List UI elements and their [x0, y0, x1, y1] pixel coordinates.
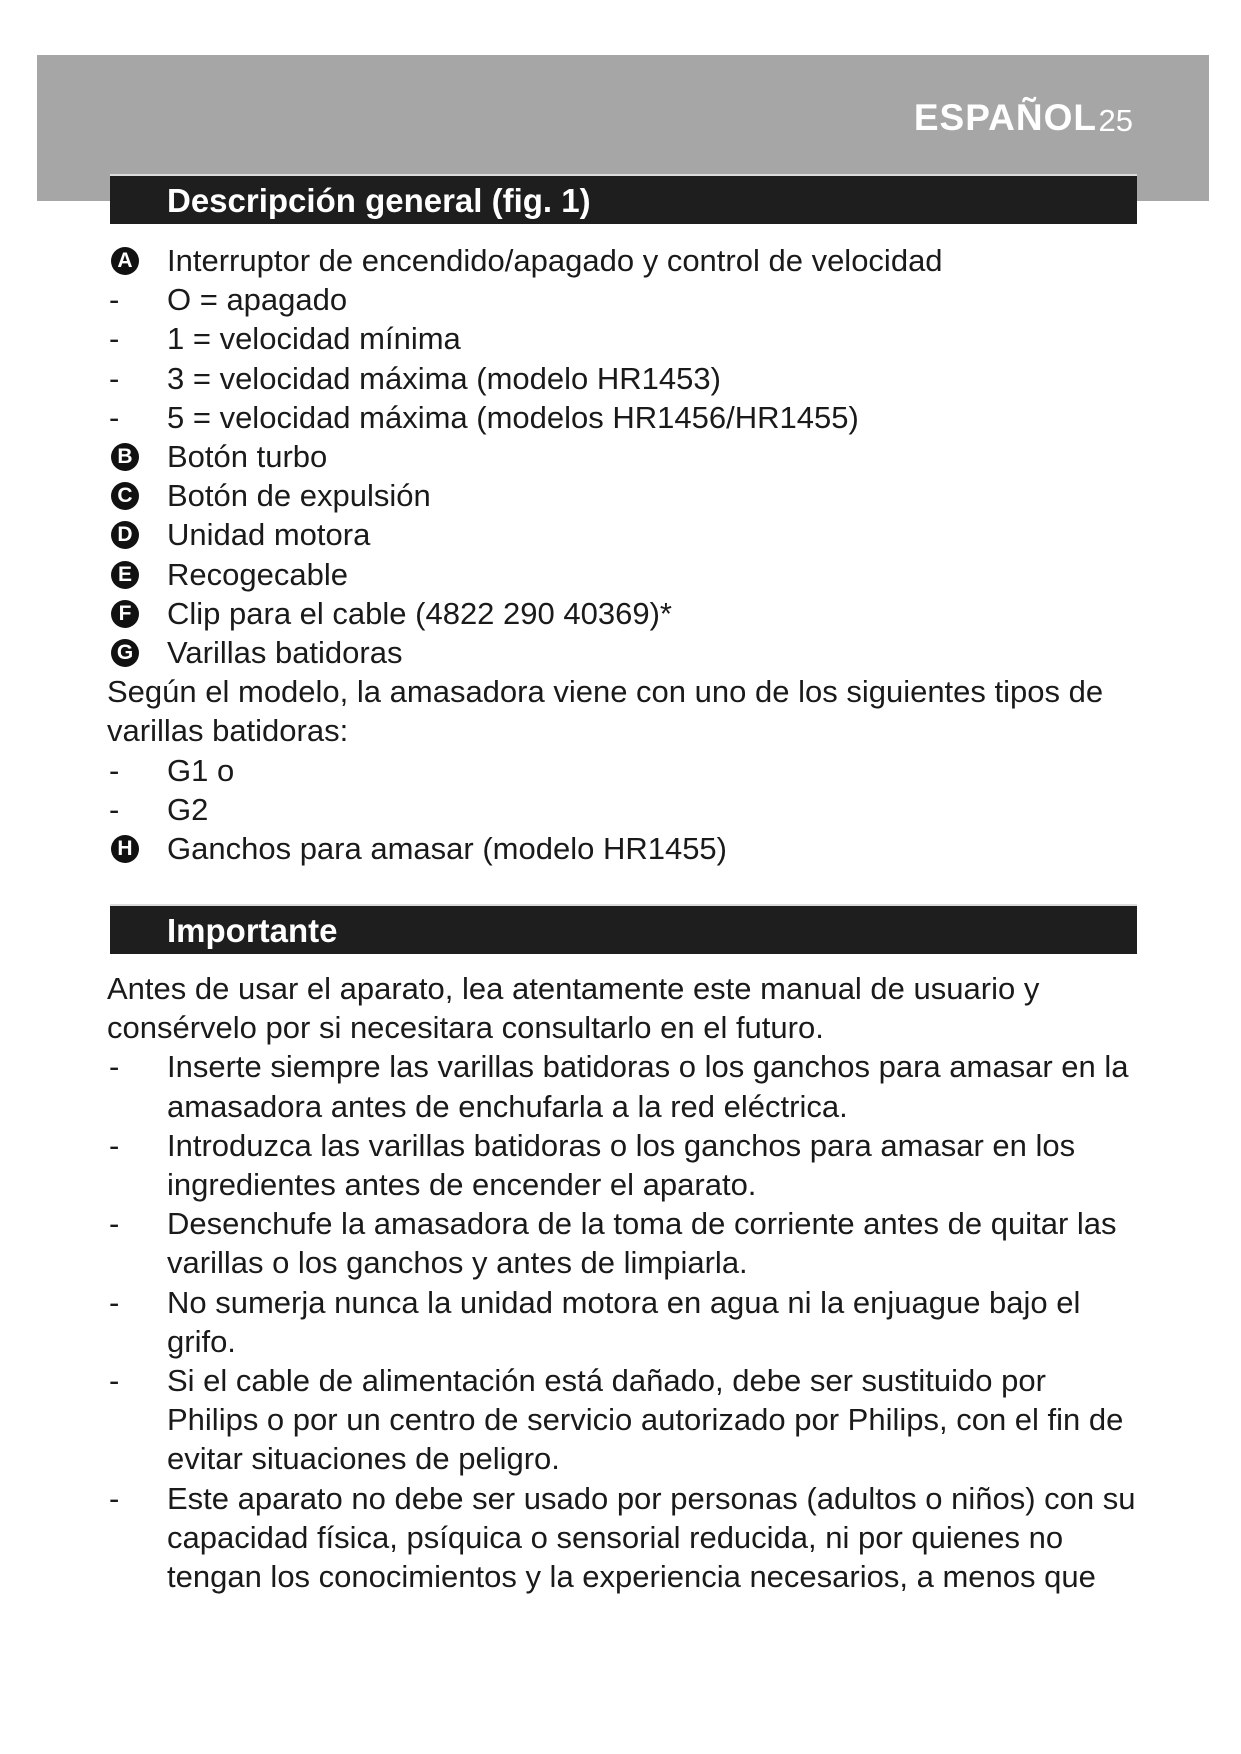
- dash-marker: -: [109, 791, 120, 827]
- overview-list: [107, 241, 1137, 868]
- dash-marker: -: [109, 399, 120, 435]
- list-item: [107, 1479, 1137, 1597]
- item-text: Inserte siempre las varillas batidoras o los ganchos para amasar en la amasadora antes de enchufarla a la red eléctrica.: [167, 1049, 1129, 1124]
- item-text: Unidad motora: [167, 517, 371, 553]
- list-item: [107, 1204, 1137, 1282]
- list-item: [107, 633, 1137, 672]
- item-text: G1 o: [167, 752, 235, 788]
- marker-h-icon: H: [111, 835, 139, 863]
- section-header-overview: [110, 174, 1137, 224]
- dash-marker: -: [109, 752, 120, 788]
- dash-marker: -: [109, 282, 120, 318]
- marker-f-icon: F: [111, 600, 139, 628]
- marker-a-icon: A: [111, 247, 139, 275]
- marker-g-icon: G: [111, 639, 139, 667]
- marker-e-icon: E: [111, 561, 139, 589]
- item-text: Botón de expulsión: [167, 478, 431, 514]
- list-item: [107, 476, 1137, 515]
- item-text: Ganchos para amasar (modelo HR1455): [167, 831, 727, 867]
- section-header-important: [110, 904, 1137, 954]
- list-item: [107, 515, 1137, 554]
- item-text: Recogecable: [167, 556, 348, 592]
- item-text: 5 = velocidad máxima (modelos HR1456/HR1455): [167, 399, 859, 435]
- list-item: [107, 594, 1137, 633]
- dash-marker: -: [109, 1284, 120, 1320]
- list-item: [107, 437, 1137, 476]
- list-item: [107, 241, 1137, 280]
- section-title: Importante: [167, 912, 338, 949]
- list-item: [107, 319, 1137, 358]
- dash-marker: -: [109, 321, 120, 357]
- dash-marker: -: [109, 1363, 120, 1399]
- list-item: [107, 280, 1137, 319]
- item-text: Desenchufe la amasadora de la toma de corriente antes de quitar las varillas o los ganchos y antes de limpiarla.: [167, 1206, 1117, 1281]
- dash-marker: -: [109, 1480, 120, 1516]
- language-label: ESPAÑOL: [913, 97, 1097, 138]
- item-text: 1 = velocidad mínima: [167, 321, 461, 357]
- model-note: Según el modelo, la amasadora viene con uno de los siguientes tipos de varillas batidoras:: [107, 674, 1104, 749]
- dash-marker: -: [109, 1127, 120, 1163]
- item-text: No sumerja nunca la unidad motora en agua ni la enjuague bajo el grifo.: [167, 1284, 1081, 1359]
- list-item: [107, 829, 1137, 868]
- item-text: G2: [167, 791, 209, 827]
- item-text: Si el cable de alimentación está dañado, debe ser sustituido por Philips o por un centro de servicio autorizado por Philips, con el fin de evitar situaciones de peligro.: [167, 1363, 1124, 1477]
- section-title: Descripción general (fig. 1): [167, 182, 591, 219]
- item-text: Varillas batidoras: [167, 635, 403, 671]
- item-text: Este aparato no debe ser usado por personas (adultos o niños) con su capacidad física, psíquica o sensorial reducida, ni por quienes no tengan los conocimientos y la experiencia necesarios, a menos que: [167, 1480, 1136, 1595]
- list-item: [107, 1047, 1137, 1125]
- item-text: Interruptor de encendido/apagado y control de velocidad: [167, 243, 943, 278]
- list-item: [107, 751, 1137, 790]
- list-item: [107, 1126, 1137, 1204]
- important-list: [107, 969, 1137, 1596]
- item-text: Introduzca las varillas batidoras o los ganchos para amasar en los ingredientes antes de encender el aparato.: [167, 1127, 1076, 1203]
- list-item: [107, 555, 1137, 594]
- dash-marker: -: [109, 1049, 120, 1085]
- list-item: [107, 1283, 1137, 1361]
- page-number: 25: [1098, 103, 1133, 138]
- item-text: 3 = velocidad máxima (modelo HR1453): [167, 360, 721, 396]
- dash-marker: -: [109, 360, 120, 396]
- list-item: [107, 359, 1137, 398]
- item-text: Clip para el cable (4822 290 40369)*: [167, 595, 672, 631]
- list-item: [107, 1361, 1137, 1479]
- marker-d-icon: D: [111, 521, 139, 549]
- item-text: O = apagado: [167, 282, 348, 318]
- dash-marker: -: [109, 1206, 120, 1242]
- important-intro: Antes de usar el aparato, lea atentamente este manual de usuario y consérvelo por si necesitara consultarlo en el futuro.: [107, 971, 1040, 1046]
- marker-b-icon: B: [111, 443, 139, 471]
- list-item: [107, 790, 1137, 829]
- item-text: Botón turbo: [167, 439, 328, 475]
- marker-c-icon: C: [111, 482, 139, 510]
- list-item: [107, 398, 1137, 437]
